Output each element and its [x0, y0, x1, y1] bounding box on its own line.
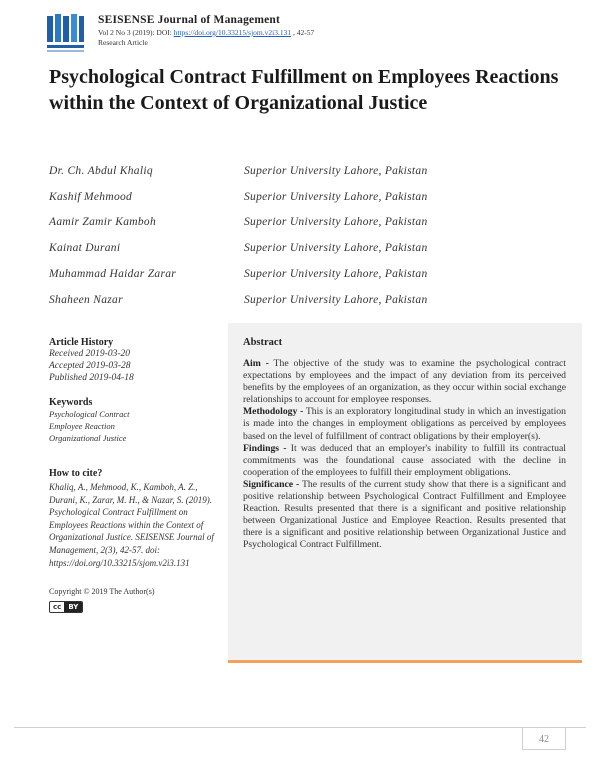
author-affiliation: Superior University Lahore, Pakistan	[244, 242, 428, 255]
meta-prefix: Vol 2 No 3 (2019): DOI:	[98, 28, 174, 37]
methodology-label: Methodology -	[243, 406, 304, 418]
author-row	[49, 158, 569, 184]
author-row	[49, 287, 569, 313]
journal-logo-icon	[44, 12, 86, 54]
keywords-heading: Keywords	[49, 397, 93, 408]
author-row	[49, 210, 569, 236]
author-affiliation: Superior University Lahore, Pakistan	[244, 216, 428, 229]
author-name: Kainat Durani	[49, 242, 121, 255]
findings-label: Findings -	[243, 442, 287, 454]
doi-link[interactable]: https://doi.org/10.33215/sjom.v2i3.131	[173, 28, 292, 37]
author-name: Dr. Ch. Abdul Khaliq	[49, 164, 153, 177]
author-name: Shaheen Nazar	[49, 293, 123, 306]
keyword-item: Psychological Contract	[49, 409, 130, 419]
author-name: Kashif Mehmood	[49, 190, 133, 203]
findings-text: It was deduced that an employer's inability to fulfill its contractual commitments was the foundational cause associated with the decline in cooperation of the employees to fulfill their employment obligations.	[243, 442, 566, 478]
citation-text: Khaliq, A., Mehmood, K., Kamboh, A. Z., Durani, K., Zarar, M. H., & Nazar, S. (2019). Psychological Contract Fulfillment on Employees Reactions within the Context of Organizational Justice. SEISENSE Journal of Management, 2(3), 42-57. doi: https://doi.org/10.33215/sjom.v2i3.131	[49, 482, 214, 568]
abstract-box	[228, 323, 582, 663]
author-row	[49, 235, 569, 261]
aim-label: Aim -	[243, 358, 269, 369]
journal-header	[98, 14, 458, 47]
methodology-text: This is an exploratory longitudinal study in which an investigation is made into the changes in employment obligations as perceived by employees based on the level of fulfillment of contract obligations by their employer(s).	[243, 406, 566, 442]
copyright-notice: Copyright © 2019 The Author(s)	[49, 587, 155, 597]
article-type: Research Article	[98, 38, 148, 47]
page-number: 42	[522, 728, 566, 750]
abstract-significance	[243, 479, 566, 552]
cc-by-label: BY	[64, 602, 82, 612]
abstract-methodology	[243, 406, 566, 442]
author-affiliation: Superior University Lahore, Pakistan	[244, 268, 428, 281]
received-date: Received 2019-03-20	[49, 349, 130, 359]
cc-license-badge[interactable]	[49, 601, 83, 613]
aim-text: The objective of the study was to examine the psychological contract expectations by employees and the impact of any deviation from its perceived benefits by the employees of an organization, as they occur within social exchange relationships to account for employee responses.	[243, 358, 566, 406]
footer-divider	[14, 727, 586, 728]
author-row	[49, 184, 569, 210]
abstract-aim	[243, 358, 566, 406]
significance-label: Significance -	[243, 478, 300, 490]
keyword-item: Employee Reaction	[49, 421, 115, 431]
cc-icon: cc	[50, 602, 64, 612]
abstract-findings	[243, 443, 566, 479]
author-list	[49, 158, 569, 313]
published-date: Published 2019-04-18	[49, 373, 134, 383]
journal-meta	[98, 28, 458, 37]
journal-name: SEISENSE Journal of Management	[98, 14, 281, 26]
significance-text: The results of the current study show that there is a significant and positive relationship between Psychological Contract Fulfillment and Employee Reaction. Results presented that there is a significant and positive relationship between Organizational Justice and Employee Reaction. Results presented that there is a significant and positive relationship between Organizational Justice and Psychological Contract Fulfillment.	[243, 478, 566, 551]
keyword-item: Organizational Justice	[49, 433, 127, 443]
author-affiliation: Superior University Lahore, Pakistan	[244, 164, 428, 177]
abstract-accent-rule	[228, 660, 582, 663]
author-affiliation: Superior University Lahore, Pakistan	[244, 293, 428, 306]
author-name: Aamir Zamir Kamboh	[49, 216, 156, 229]
accepted-date: Accepted 2019-03-28	[49, 361, 131, 371]
meta-suffix: , 42-57	[291, 28, 315, 37]
article-history-heading: Article History	[49, 337, 114, 348]
article-sidebar	[49, 337, 224, 614]
paper-title: Psychological Contract Fulfillment on Employees Reactions within the Context of Organizational Justice	[49, 66, 559, 114]
how-to-cite-heading: How to cite?	[49, 468, 103, 479]
abstract-heading: Abstract	[243, 337, 283, 348]
author-row	[49, 261, 569, 287]
journal-logo	[44, 12, 86, 54]
author-name: Muhammad Haidar Zarar	[49, 268, 177, 281]
author-affiliation: Superior University Lahore, Pakistan	[244, 190, 428, 203]
